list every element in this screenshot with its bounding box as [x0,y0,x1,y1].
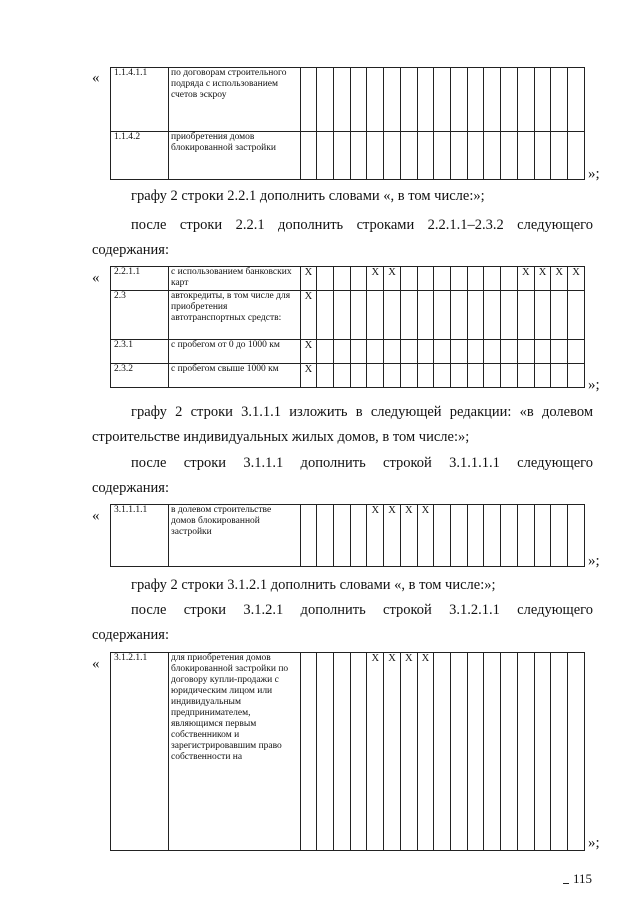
empty-cell [451,340,468,364]
quote-open-1: « [92,70,100,86]
empty-cell [417,132,434,180]
x-mark-cell: X [534,267,551,291]
row-name: с пробегом от 0 до 1000 км [168,340,300,364]
empty-cell [484,68,501,132]
row-name: с использованием банковских карт [168,267,300,291]
quote-open-3: « [92,508,100,524]
empty-cell [534,291,551,340]
empty-cell [467,340,484,364]
empty-cell [400,340,417,364]
empty-cell [434,132,451,180]
x-mark-cell: X [400,505,417,567]
empty-cell [400,291,417,340]
x-mark-cell: X [367,653,384,851]
empty-cell [300,68,317,132]
row-name: автокредиты, в том числе для приобретения автотранспортных средств: [168,291,300,340]
x-mark-cell: X [300,340,317,364]
empty-cell [334,364,351,388]
quote-close-2: »; [588,377,600,393]
empty-cell [350,340,367,364]
table-row [111,364,585,388]
empty-cell [451,505,468,567]
paragraph-1: графу 2 строки 2.2.1 дополнить словами «, в том числе:»; [131,188,485,204]
paragraph-4-line-1: после строки 3.1.1.1 дополнить строкой 3.1.1.1.1 следующего [131,455,593,471]
empty-cell [568,340,585,364]
empty-cell [367,132,384,180]
empty-cell [434,68,451,132]
empty-cell [534,505,551,567]
page-number: 115 [573,871,593,886]
page-number-mark [563,883,569,884]
x-mark-cell: X [551,267,568,291]
empty-cell [517,340,534,364]
paragraph-4-line-2: содержания: [92,480,170,496]
empty-cell [417,68,434,132]
quote-close-1: »; [588,166,600,182]
empty-cell [384,68,401,132]
paragraph-3-line-1: графу 2 строки 3.1.1.1 изложить в следующей редакции: «в долевом [131,404,593,420]
empty-cell [501,267,518,291]
empty-cell [434,364,451,388]
table-fragment-4 [110,652,585,851]
empty-cell [484,340,501,364]
x-mark-cell: X [367,267,384,291]
empty-cell [317,132,334,180]
empty-cell [350,364,367,388]
empty-cell [350,132,367,180]
empty-cell [317,364,334,388]
empty-cell [568,291,585,340]
paragraph-6-line-1: после строки 3.1.2.1 дополнить строкой 3.1.2.1.1 следующего [131,602,593,618]
row-name: с пробегом свыше 1000 км [168,364,300,388]
empty-cell [384,132,401,180]
table-fragment-3 [110,504,585,567]
x-mark-cell: X [384,653,401,851]
empty-cell [451,291,468,340]
empty-cell [467,291,484,340]
table-row [111,653,585,851]
x-mark-cell: X [517,267,534,291]
empty-cell [551,291,568,340]
table-row [111,340,585,364]
table-row [111,267,585,291]
empty-cell [400,267,417,291]
empty-cell [334,340,351,364]
empty-cell [451,267,468,291]
empty-cell [384,291,401,340]
table-row [111,132,585,180]
row-code: 2.2.1.1 [111,267,169,291]
table-row [111,68,585,132]
empty-cell [300,505,317,567]
empty-cell [350,505,367,567]
empty-cell [334,505,351,567]
empty-cell [350,653,367,851]
empty-cell [317,267,334,291]
empty-cell [384,364,401,388]
empty-cell [534,68,551,132]
empty-cell [551,653,568,851]
empty-cell [534,132,551,180]
empty-cell [317,505,334,567]
empty-cell [501,505,518,567]
row-code: 3.1.1.1.1 [111,505,169,567]
empty-cell [334,653,351,851]
empty-cell [484,291,501,340]
empty-cell [367,340,384,364]
table-row [111,505,585,567]
empty-cell [317,340,334,364]
x-mark-cell: X [367,505,384,567]
empty-cell [501,291,518,340]
empty-cell [417,267,434,291]
empty-cell [534,340,551,364]
empty-cell [534,364,551,388]
empty-cell [501,68,518,132]
x-mark-cell: X [300,291,317,340]
empty-cell [367,291,384,340]
x-mark-cell: X [300,364,317,388]
empty-cell [467,653,484,851]
empty-cell [334,68,351,132]
empty-cell [400,364,417,388]
empty-cell [300,653,317,851]
table-fragment-2 [110,266,585,388]
row-name: по договорам строительного подряда с использованием счетов эскроу [168,68,300,132]
row-code: 1.1.4.2 [111,132,169,180]
empty-cell [551,364,568,388]
x-mark-cell: X [384,267,401,291]
empty-cell [367,364,384,388]
empty-cell [400,132,417,180]
quote-open-4: « [92,656,100,672]
empty-cell [484,364,501,388]
empty-cell [484,132,501,180]
empty-cell [517,653,534,851]
quote-open-2: « [92,270,100,286]
row-code: 1.1.4.1.1 [111,68,169,132]
paragraph-2-line-1: после строки 2.2.1 дополнить строками 2.2.1.1–2.3.2 следующего [131,217,593,233]
empty-cell [484,505,501,567]
empty-cell [434,653,451,851]
empty-cell [451,68,468,132]
empty-cell [417,364,434,388]
empty-cell [517,505,534,567]
quote-close-4: »; [588,835,600,851]
row-name: в долевом строительстве домов блокированной застройки [168,505,300,567]
empty-cell [501,340,518,364]
empty-cell [568,364,585,388]
empty-cell [501,364,518,388]
row-code: 2.3.1 [111,340,169,364]
empty-cell [451,364,468,388]
empty-cell [568,68,585,132]
table-row [111,291,585,340]
empty-cell [501,653,518,851]
empty-cell [317,68,334,132]
empty-cell [434,267,451,291]
empty-cell [501,132,518,180]
x-mark-cell: X [384,505,401,567]
x-mark-cell: X [300,267,317,291]
empty-cell [517,132,534,180]
empty-cell [484,653,501,851]
x-mark-cell: X [568,267,585,291]
paragraph-5: графу 2 строки 3.1.2.1 дополнить словами «, в том числе:»; [131,577,496,593]
paragraph-6-line-2: содержания: [92,627,170,643]
empty-cell [451,132,468,180]
empty-cell [384,340,401,364]
empty-cell [350,267,367,291]
paragraph-2-line-2: содержания: [92,242,170,258]
row-code: 3.1.2.1.1 [111,653,169,851]
row-name: для приобретения домов блокированной застройки по договору купли-продажи с юридическим лицом или индивидуальным предпринимателем, являющимся первым собственником и зарегистрировавшим право собственности на [168,653,300,851]
empty-cell [417,291,434,340]
empty-cell [400,68,417,132]
empty-cell [551,68,568,132]
quote-close-3: »; [588,553,600,569]
empty-cell [367,68,384,132]
empty-cell [317,653,334,851]
empty-cell [350,68,367,132]
empty-cell [551,132,568,180]
empty-cell [334,267,351,291]
x-mark-cell: X [400,653,417,851]
empty-cell [484,267,501,291]
empty-cell [334,132,351,180]
empty-cell [434,291,451,340]
empty-cell [334,291,351,340]
empty-cell [517,364,534,388]
empty-cell [517,68,534,132]
row-code: 2.3.2 [111,364,169,388]
empty-cell [568,132,585,180]
empty-cell [300,132,317,180]
empty-cell [568,653,585,851]
empty-cell [434,505,451,567]
empty-cell [467,364,484,388]
x-mark-cell: X [417,653,434,851]
empty-cell [551,340,568,364]
empty-cell [350,291,367,340]
empty-cell [467,267,484,291]
empty-cell [417,340,434,364]
empty-cell [467,132,484,180]
empty-cell [467,68,484,132]
empty-cell [534,653,551,851]
empty-cell [551,505,568,567]
row-code: 2.3 [111,291,169,340]
empty-cell [434,340,451,364]
empty-cell [317,291,334,340]
paragraph-3-line-2: строительстве индивидуальных жилых домов, в том числе:»; [92,429,470,445]
empty-cell [568,505,585,567]
x-mark-cell: X [417,505,434,567]
empty-cell [517,291,534,340]
table-fragment-1 [110,67,585,180]
row-name: приобретения домов блокированной застройки [168,132,300,180]
empty-cell [467,505,484,567]
empty-cell [451,653,468,851]
